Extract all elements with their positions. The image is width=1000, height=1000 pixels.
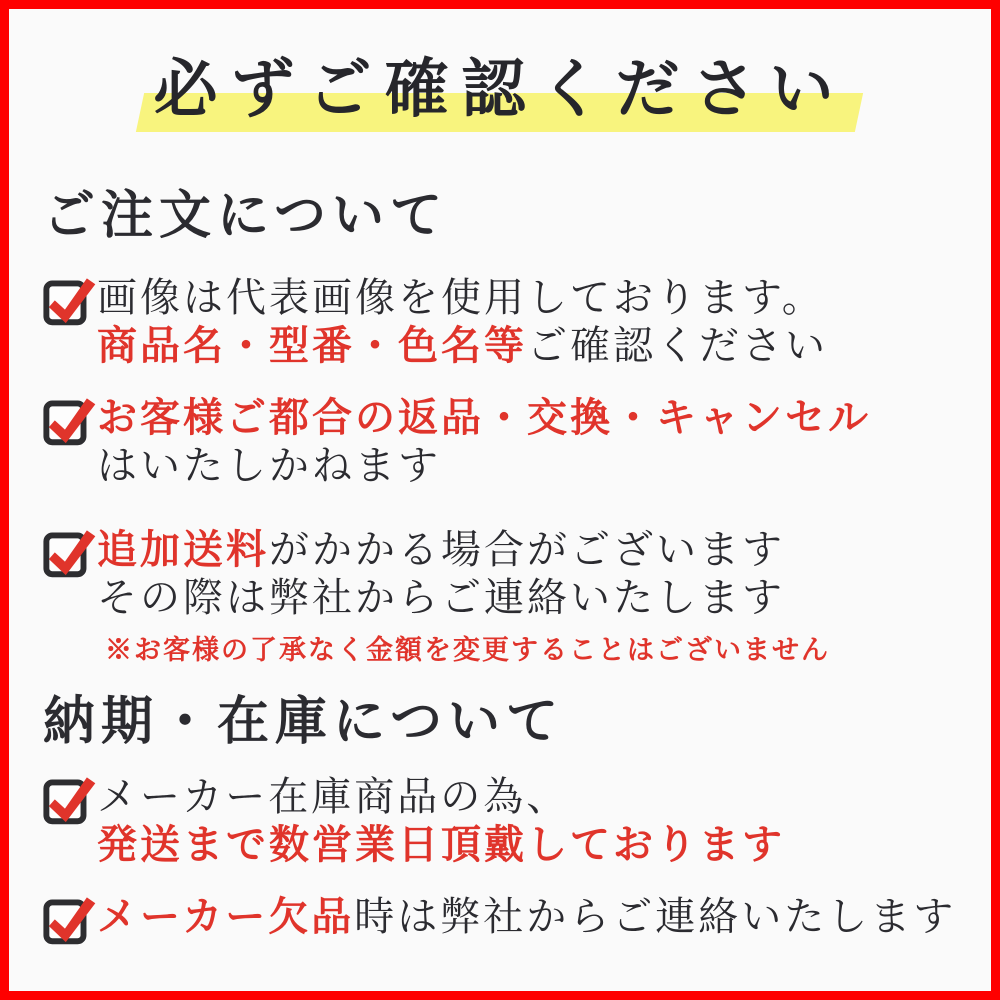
section-heading-stock: 納期・在庫について — [43, 694, 564, 752]
page-title: 必ずご確認ください — [153, 54, 847, 125]
checkbox-checked-icon — [43, 893, 97, 948]
checkbox-checked-icon — [43, 274, 97, 329]
item-text — [97, 893, 961, 941]
item-text-segment: お客様ご都合の返品・交換・キャンセル — [97, 395, 871, 441]
list-item — [43, 394, 961, 490]
item-text-segment: がかかる場合がございます — [269, 527, 785, 573]
item-text-segment: 追加送料 — [97, 527, 269, 573]
notice-content — [9, 187, 991, 949]
checkbox-checked-icon — [43, 394, 97, 449]
item-text-segment: 発送まで数営業日頂戴しております — [97, 822, 785, 868]
item-text-segment: 画像は代表画像を使用しております。 — [97, 275, 825, 321]
list-item — [43, 893, 961, 948]
item-text-segment: メーカー欠品 — [97, 894, 355, 940]
item-text-segment: はいたしかねます — [97, 443, 441, 489]
item-text — [97, 526, 961, 667]
item-text-segment: 時は弊社からご連絡いたします — [354, 894, 957, 940]
item-text — [97, 773, 961, 869]
item-text-segment: 商品名・型番・色名等 — [97, 323, 527, 369]
item-text-segment: その際は弊社からご連絡いたします — [97, 575, 785, 621]
list-item — [43, 526, 961, 667]
list-item — [43, 773, 961, 869]
item-text — [97, 394, 961, 490]
checkbox-checked-icon — [43, 773, 97, 828]
item-text-segment: メーカー在庫商品の為、 — [97, 774, 570, 820]
list-item — [43, 274, 961, 370]
item-text-segment: ご確認ください — [527, 323, 828, 369]
section-heading-order: ご注文について — [43, 187, 448, 245]
item-text — [97, 274, 961, 370]
item-footnote: ※お客様の了承なく金額を変更することはございません — [105, 635, 830, 666]
checkbox-checked-icon — [43, 526, 97, 581]
page-title-block — [154, 45, 847, 135]
